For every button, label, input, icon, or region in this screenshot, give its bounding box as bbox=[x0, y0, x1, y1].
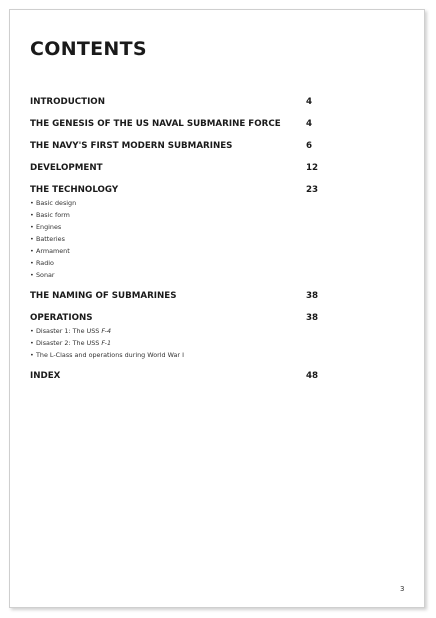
toc-subentries bbox=[30, 197, 318, 281]
toc-heading bbox=[30, 162, 318, 174]
toc-page-number: 12 bbox=[306, 163, 319, 173]
toc-subentry: • Disaster 1: The USS F-4 bbox=[30, 327, 112, 335]
toc-heading bbox=[30, 312, 318, 324]
page-number: 3 bbox=[400, 585, 405, 593]
toc-heading-label: INDEX bbox=[30, 371, 61, 381]
bullet-icon: • bbox=[30, 235, 34, 243]
toc-page-number: 4 bbox=[306, 119, 313, 129]
toc-page-number: 4 bbox=[306, 97, 313, 107]
page-title: CONTENTS bbox=[30, 38, 147, 60]
toc-heading-label: DEVELOPMENT bbox=[30, 163, 103, 173]
toc-subentry: • Sonar bbox=[30, 271, 55, 279]
toc-heading bbox=[30, 96, 318, 108]
toc-heading-label: THE GENESIS OF THE US NAVAL SUBMARINE FORCE bbox=[30, 119, 281, 129]
toc-heading bbox=[30, 184, 318, 196]
bullet-icon: • bbox=[30, 247, 34, 255]
toc-page-number: 48 bbox=[306, 371, 319, 381]
bullet-icon: • bbox=[30, 271, 34, 279]
toc-subentry: • Disaster 2: The USS F-1 bbox=[30, 339, 112, 347]
bullet-icon: • bbox=[30, 211, 34, 219]
toc-page-number: 38 bbox=[306, 313, 319, 323]
toc-heading bbox=[30, 140, 318, 152]
toc-entry-first-modern-submarines bbox=[30, 140, 318, 152]
toc-subentry: • Basic form bbox=[30, 211, 70, 219]
toc-heading bbox=[30, 370, 318, 382]
bullet-icon: • bbox=[30, 259, 34, 267]
toc-entry-operations bbox=[30, 312, 318, 361]
bullet-icon: • bbox=[30, 223, 34, 231]
toc-subentry: • The L-Class and operations during World War I bbox=[30, 351, 184, 359]
toc-heading-label: OPERATIONS bbox=[30, 313, 93, 323]
toc-entry-genesis bbox=[30, 118, 318, 130]
toc-entry-technology bbox=[30, 184, 318, 281]
toc-entry-index bbox=[30, 370, 318, 382]
toc-heading-label: THE TECHNOLOGY bbox=[30, 185, 119, 195]
toc-subentry: • Engines bbox=[30, 223, 62, 231]
toc-subentry: • Radio bbox=[30, 259, 54, 267]
toc-page-number: 38 bbox=[306, 291, 319, 301]
document-page bbox=[9, 9, 425, 608]
toc-page-number: 23 bbox=[306, 185, 319, 195]
toc-page-number: 6 bbox=[306, 141, 313, 151]
toc-entry-introduction bbox=[30, 96, 318, 108]
toc-subentries bbox=[30, 325, 318, 361]
toc-heading-label: THE NAVY'S FIRST MODERN SUBMARINES bbox=[30, 141, 233, 151]
toc-heading-label: THE NAMING OF SUBMARINES bbox=[30, 291, 177, 301]
toc-subentry: • Armament bbox=[30, 247, 70, 255]
bullet-icon: • bbox=[30, 339, 34, 347]
toc-heading bbox=[30, 290, 318, 302]
toc-subentry: • Basic design bbox=[30, 199, 77, 207]
bullet-icon: • bbox=[30, 351, 34, 359]
toc-entry-development bbox=[30, 162, 318, 174]
toc-entry-naming bbox=[30, 290, 318, 302]
toc-subentry: • Batteries bbox=[30, 235, 65, 243]
toc-heading bbox=[30, 118, 318, 130]
bullet-icon: • bbox=[30, 199, 34, 207]
toc-heading-label: INTRODUCTION bbox=[30, 97, 105, 107]
bullet-icon: • bbox=[30, 327, 34, 335]
table-of-contents bbox=[30, 88, 318, 382]
